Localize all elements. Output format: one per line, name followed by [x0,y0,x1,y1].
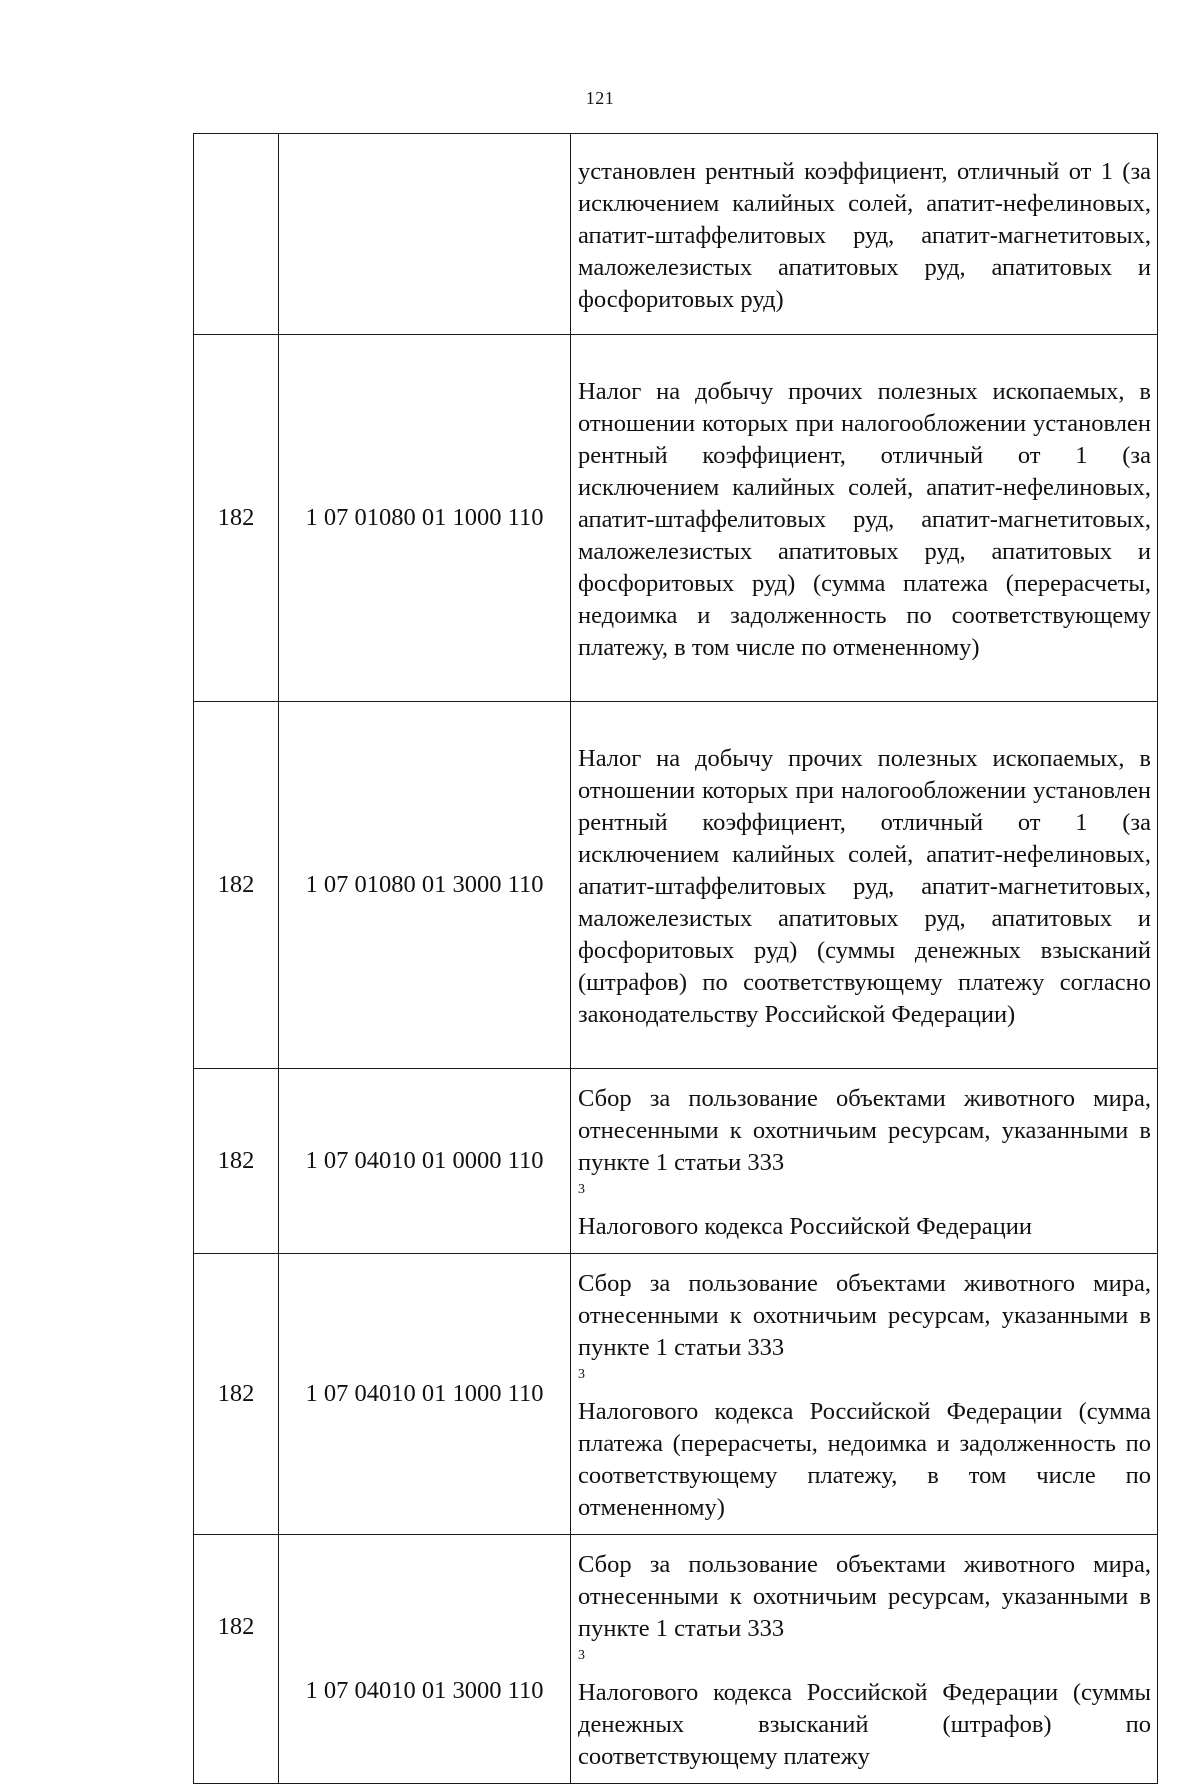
table-row [194,134,1158,335]
admin-code-cell: 182 [194,702,279,1069]
page-number: 121 [585,88,615,108]
kbk-code-cell: 1 07 01080 01 1000 110 [279,335,571,702]
description-cell: Налог на добычу прочих полезных ископаемых, в отношении которых при налогообложении установлен рентный коэффициент, отличный от 1 (за исключением калийных солей, апатит-нефелиновых, апатит-штаффелитовых руд, апатит-магнетитовых, маложелезистых апатитовых руд, апатитовых и фосфоритовых руд) (суммы денежных взысканий (штрафов) по соответствующему платежу согласно законодательству Российской Федерации) [571,702,1158,1069]
kbk-code-cell [279,134,571,335]
admin-code-cell: 182 [194,1069,279,1254]
description-cell: Сбор за пользование объектами животного мира, отнесенными к охотничьим ресурсам, указанными в пункте 1 статьи 333 $^3$ Налогового кодекса Российской Федерации (суммы денежных взысканий (штрафов) по соответствующему платежу [571,1535,1158,1784]
superscript: 3 [578,1366,585,1382]
table-row [194,1069,1158,1254]
kbk-code-cell: 1 07 01080 01 3000 110 [279,702,571,1069]
kbk-code-cell: 1 07 04010 01 3000 110 [279,1535,571,1784]
kbk-code-cell: 1 07 04010 01 1000 110 [279,1254,571,1535]
table-row [194,702,1158,1069]
admin-code-cell [194,134,279,335]
description-cell: Сбор за пользование объектами животного мира, отнесенными к охотничьим ресурсам, указанными в пункте 1 статьи 333 $^3$ Налогового кодекса Российской Федерации (сумма платежа (перерасчеты, недоимка и задолженность по соответствующему платежу, в том числе по отмененному) [571,1254,1158,1535]
table-row [194,1535,1158,1784]
description-cell: Сбор за пользование объектами животного мира, отнесенными к охотничьим ресурсам, указанными в пункте 1 статьи 333 $^3$ Налогового кодекса Российской Федерации [571,1069,1158,1254]
admin-code-cell: 182 [194,1254,279,1535]
table-row [194,335,1158,702]
budget-classification-table [193,133,1158,1784]
admin-code-cell: 182 [194,1535,279,1784]
admin-code-cell: 182 [194,335,279,702]
table-row [194,1254,1158,1535]
superscript: 3 [578,1181,585,1197]
description-cell: Налог на добычу прочих полезных ископаемых, в отношении которых при налогообложении установлен рентный коэффициент, отличный от 1 (за исключением калийных солей, апатит-нефелиновых, апатит-штаффелитовых руд, апатит-магнетитовых, маложелезистых апатитовых руд, апатитовых и фосфоритовых руд) (сумма платежа (перерасчеты, недоимка и задолженность по соответствующему платежу, в том числе по отмененному) [571,335,1158,702]
kbk-code-cell: 1 07 04010 01 0000 110 [279,1069,571,1254]
description-cell: установлен рентный коэффициент, отличный от 1 (за исключением калийных солей, апатит-нефелиновых, апатит-штаффелитовых руд, апатит-магнетитовых, маложелезистых апатитовых руд, апатитовых и фосфоритовых руд) [571,134,1158,335]
superscript: 3 [578,1647,585,1663]
